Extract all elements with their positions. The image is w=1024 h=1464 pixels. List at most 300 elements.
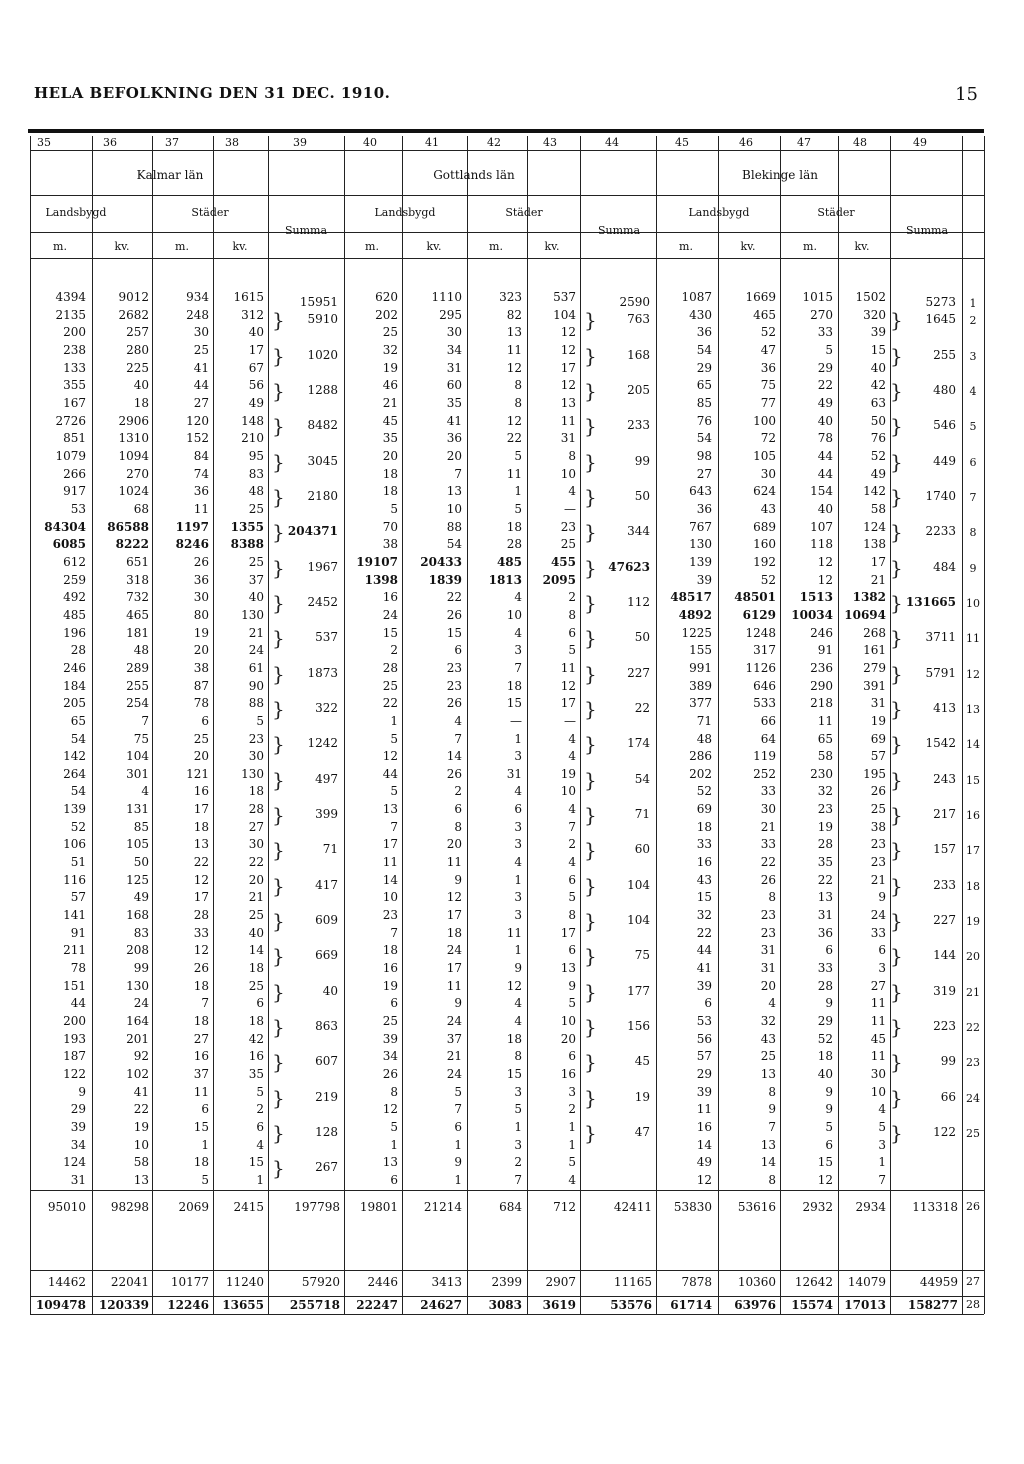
brace-glyph: } bbox=[272, 1014, 285, 1039]
table-cell: 130 bbox=[241, 607, 264, 622]
table-cell: 42 bbox=[870, 378, 886, 393]
summa-cell: 50 bbox=[634, 489, 650, 504]
table-cell: 24 bbox=[133, 996, 149, 1011]
table-cell: 29 bbox=[817, 1014, 833, 1029]
table-cell: 11 bbox=[506, 342, 522, 357]
table-cell: 21 bbox=[870, 872, 886, 887]
brace-glyph: } bbox=[584, 979, 597, 1004]
row-number: 21 bbox=[966, 985, 980, 999]
subheader-stader: Städer bbox=[191, 206, 229, 219]
column-rule bbox=[580, 136, 581, 1314]
page-header bbox=[34, 84, 978, 108]
table-cell: 119 bbox=[753, 749, 776, 764]
table-cell: 39 bbox=[870, 325, 886, 340]
column-number-43: 43 bbox=[543, 136, 557, 149]
table-cell: 19 bbox=[382, 978, 398, 993]
row-number: 2 bbox=[969, 314, 977, 328]
subheader-landsbygd: Landsbygd bbox=[45, 206, 107, 219]
summa-cell: 223 bbox=[933, 1018, 956, 1033]
summa-cell: 233 bbox=[933, 877, 956, 892]
table-cell: 83 bbox=[133, 925, 149, 940]
table-cell: 122 bbox=[63, 1067, 86, 1082]
table-cell: 19 bbox=[133, 1120, 149, 1135]
table-cell: 6 bbox=[454, 802, 462, 817]
table-cell: 8 bbox=[568, 448, 576, 463]
table-cell: 301 bbox=[126, 766, 149, 781]
table-cell: 3 bbox=[878, 961, 886, 976]
table-cell: 6 bbox=[825, 1137, 833, 1152]
table-cell: 355 bbox=[63, 378, 86, 393]
table-cell: 31 bbox=[760, 943, 776, 958]
table-cell: 12 bbox=[506, 360, 522, 375]
table-cell: 23 bbox=[760, 908, 776, 923]
table-cell: 31 bbox=[760, 961, 776, 976]
total-cell: 3413 bbox=[431, 1275, 462, 1289]
total-cell: 2932 bbox=[802, 1200, 833, 1214]
table-cell: 167 bbox=[63, 395, 86, 410]
table-cell: 15 bbox=[193, 1120, 209, 1135]
table-cell: 9 bbox=[768, 1102, 776, 1117]
table-cell: 5 bbox=[825, 342, 833, 357]
table-cell: 3 bbox=[514, 890, 522, 905]
table-cell: 6 bbox=[454, 1120, 462, 1135]
table-cell: 151 bbox=[63, 978, 86, 993]
table-cell: 29 bbox=[70, 1102, 86, 1117]
table-cell: 318 bbox=[126, 572, 149, 587]
table-cell: 54 bbox=[446, 537, 462, 552]
table-cell: 13 bbox=[193, 837, 209, 852]
row-number: 12 bbox=[966, 667, 980, 681]
table-cell: 8 bbox=[768, 1084, 776, 1099]
table-cell: 27 bbox=[870, 978, 886, 993]
table-cell: 20 bbox=[193, 643, 209, 658]
table-cell: 620 bbox=[375, 290, 398, 304]
row-number: 13 bbox=[966, 703, 980, 716]
summa-cell: 607 bbox=[315, 1054, 338, 1069]
table-cell: 105 bbox=[126, 837, 149, 852]
row-number: 10 bbox=[966, 597, 980, 611]
row-number: 20 bbox=[966, 950, 980, 964]
total-cell: 197798 bbox=[294, 1200, 340, 1214]
table-cell: 78 bbox=[817, 431, 833, 446]
table-cell: 85 bbox=[133, 819, 149, 834]
total-cell: 158277 bbox=[907, 1298, 958, 1312]
table-cell: 15 bbox=[870, 342, 886, 357]
table-cell: 15 bbox=[506, 696, 522, 711]
table-cell: 25 bbox=[193, 342, 209, 357]
table-cell: 202 bbox=[375, 307, 398, 322]
table-cell: 45 bbox=[382, 413, 398, 428]
table-cell: 44 bbox=[193, 378, 209, 393]
table-cell: — bbox=[510, 713, 522, 728]
table-cell: 25 bbox=[870, 802, 886, 817]
brace-glyph: } bbox=[272, 697, 285, 721]
total-cell: 11240 bbox=[225, 1275, 264, 1289]
table-cell: 19 bbox=[817, 819, 833, 834]
table-cell: 8 bbox=[514, 1049, 522, 1064]
table-cell: 4 bbox=[514, 590, 522, 605]
table-cell: 47 bbox=[760, 342, 776, 357]
summa-cell: 174 bbox=[627, 736, 650, 751]
summa-cell: 131665 bbox=[905, 595, 956, 610]
table-cell: 19 bbox=[870, 713, 886, 728]
table-cell: 18 bbox=[382, 943, 398, 958]
table-cell: 43 bbox=[696, 872, 712, 887]
table-cell: 26 bbox=[760, 872, 776, 887]
table-cell: 7 bbox=[514, 1173, 522, 1187]
row-number: 19 bbox=[966, 914, 980, 928]
summa-cell: 15951 bbox=[299, 294, 338, 309]
table-cell: 1513 bbox=[799, 590, 833, 605]
table-cell: 116 bbox=[63, 872, 86, 887]
table-cell: 31 bbox=[817, 908, 833, 923]
table-cell: 323 bbox=[499, 290, 522, 304]
table-cell: 19 bbox=[193, 625, 209, 640]
brace-glyph: } bbox=[272, 449, 285, 474]
total-cell: 22041 bbox=[110, 1275, 149, 1289]
total-cell: 57920 bbox=[301, 1275, 340, 1289]
table-cell: 8222 bbox=[115, 537, 149, 552]
table-cell: 68 bbox=[133, 501, 149, 516]
summa-cell: 2452 bbox=[307, 595, 338, 610]
table-cell: 266 bbox=[63, 466, 86, 481]
table-cell: 24 bbox=[248, 643, 264, 658]
table-cell: 1 bbox=[514, 872, 522, 887]
summa-cell: 3045 bbox=[307, 453, 338, 468]
summa-cell: 1242 bbox=[307, 736, 338, 751]
table-cell: 56 bbox=[248, 378, 264, 393]
table-cell: 1 bbox=[514, 731, 522, 746]
column-number-39: 39 bbox=[293, 136, 307, 149]
table-cell: 11 bbox=[560, 660, 576, 675]
table-cell: 5 bbox=[568, 890, 576, 905]
summa-cell: 50 bbox=[634, 630, 650, 645]
brace-glyph: } bbox=[584, 555, 597, 580]
table-cell: 8 bbox=[514, 395, 522, 410]
table-cell: 49 bbox=[248, 395, 264, 410]
table-cell: 76 bbox=[696, 413, 712, 428]
table-cell: 28 bbox=[817, 837, 833, 852]
table-cell: 13 bbox=[817, 890, 833, 905]
brace-glyph: } bbox=[584, 838, 597, 863]
table-cell: 20 bbox=[760, 978, 776, 993]
table-cell: 17 bbox=[446, 961, 462, 976]
table-cell: 312 bbox=[241, 307, 264, 322]
table-cell: 5 bbox=[256, 1084, 264, 1099]
table-cell: 24 bbox=[870, 908, 886, 923]
table-cell: 430 bbox=[689, 307, 712, 322]
brace-glyph: } bbox=[272, 944, 285, 969]
table-cell: 104 bbox=[126, 749, 149, 764]
table-cell: 20 bbox=[446, 448, 462, 463]
table-cell: 4 bbox=[514, 996, 522, 1011]
table-cell: 30 bbox=[446, 325, 462, 340]
brace-glyph: } bbox=[584, 1120, 597, 1145]
table-cell: 270 bbox=[810, 307, 833, 322]
table-cell: 4892 bbox=[678, 607, 712, 622]
table-cell: 246 bbox=[810, 625, 833, 640]
summa-cell: 5910 bbox=[307, 312, 338, 327]
table-cell: 20433 bbox=[420, 554, 462, 569]
brace-glyph: } bbox=[272, 555, 285, 580]
table-cell: 8246 bbox=[175, 537, 209, 552]
table-cell: 13 bbox=[446, 484, 462, 499]
table-cell: 91 bbox=[70, 925, 86, 940]
table-cell: 851 bbox=[63, 431, 86, 446]
total-cell: 22247 bbox=[356, 1298, 398, 1312]
column-number-40: 40 bbox=[363, 136, 377, 149]
table-cell: 1248 bbox=[745, 625, 776, 640]
table-cell: 465 bbox=[126, 607, 149, 622]
table-cell: 6 bbox=[201, 1102, 209, 1117]
total-cell: 712 bbox=[553, 1200, 576, 1214]
table-cell: 25 bbox=[248, 501, 264, 516]
table-cell: 49 bbox=[133, 890, 149, 905]
table-cell: 2 bbox=[514, 1155, 522, 1170]
table-cell: 18 bbox=[193, 819, 209, 834]
table-cell: 141 bbox=[63, 908, 86, 923]
table-cell: 23 bbox=[382, 908, 398, 923]
table-cell: 84304 bbox=[44, 519, 86, 534]
table-cell: 63 bbox=[870, 395, 886, 410]
table-cell: 154 bbox=[810, 484, 833, 499]
table-cell: 35 bbox=[382, 431, 398, 446]
table-cell: 36 bbox=[696, 325, 712, 340]
table-cell: 5 bbox=[514, 448, 522, 463]
table-cell: 1094 bbox=[118, 448, 149, 463]
table-cell: 2 bbox=[568, 590, 576, 605]
total-cell: 14462 bbox=[47, 1275, 86, 1289]
table-cell: 24 bbox=[382, 607, 398, 622]
summa-cell: 112 bbox=[627, 595, 650, 610]
table-cell: 25 bbox=[382, 678, 398, 693]
table-cell: 9 bbox=[78, 1084, 86, 1099]
table-cell: 4 bbox=[514, 625, 522, 640]
table-cell: 18 bbox=[506, 1031, 522, 1046]
table-cell: 29 bbox=[696, 1067, 712, 1082]
table-cell: 28 bbox=[382, 660, 398, 675]
table-cell: 934 bbox=[186, 290, 209, 304]
table-cell: 1126 bbox=[745, 660, 776, 675]
table-cell: 51 bbox=[70, 855, 86, 870]
table-cell: 40 bbox=[133, 378, 149, 393]
summa-cell: 417 bbox=[315, 877, 338, 892]
table-cell: 22 bbox=[696, 925, 712, 940]
table-cell: 8 bbox=[768, 890, 776, 905]
table-cell: 28 bbox=[70, 643, 86, 658]
summa-cell: 104 bbox=[627, 912, 650, 927]
table-cell: 31 bbox=[446, 360, 462, 375]
table-cell: 98 bbox=[696, 448, 712, 463]
table-cell: 3 bbox=[514, 749, 522, 764]
table-cell: 2 bbox=[390, 643, 398, 658]
group-heading: Gottlands län bbox=[433, 168, 515, 182]
table-cell: 22 bbox=[506, 431, 522, 446]
summa-cell: 319 bbox=[933, 983, 956, 998]
table-cell: 1079 bbox=[55, 448, 86, 463]
table-cell: 1 bbox=[514, 943, 522, 958]
summa-cell: 255 bbox=[933, 347, 956, 362]
subheader-landsbygd: Landsbygd bbox=[374, 206, 436, 219]
summa-cell: 47 bbox=[634, 1124, 650, 1139]
brace-glyph: } bbox=[272, 732, 285, 757]
table-cell: 39 bbox=[382, 1031, 398, 1046]
table-cell: 4 bbox=[514, 784, 522, 799]
brace-glyph: } bbox=[890, 1085, 903, 1110]
table-cell: 44 bbox=[382, 766, 398, 781]
table-cell: 40 bbox=[817, 413, 833, 428]
table-cell: 225 bbox=[126, 360, 149, 375]
table-cell: 4 bbox=[878, 1102, 886, 1117]
table-cell: 9012 bbox=[118, 290, 149, 304]
brace-glyph: } bbox=[272, 414, 285, 439]
table-cell: 130 bbox=[689, 537, 712, 552]
row-number: 22 bbox=[966, 1020, 980, 1034]
table-cell: 22 bbox=[133, 1102, 149, 1117]
table-cell: 20 bbox=[560, 1031, 576, 1046]
table-cell: 8 bbox=[568, 908, 576, 923]
table-cell: 15 bbox=[446, 625, 462, 640]
table-cell: 25 bbox=[248, 978, 264, 993]
row-number: 14 bbox=[966, 738, 980, 752]
table-cell: 36 bbox=[446, 431, 462, 446]
table-cell: 12 bbox=[817, 554, 833, 569]
table-cell: 16 bbox=[382, 590, 398, 605]
table-cell: 50 bbox=[870, 413, 886, 428]
table-cell: 65 bbox=[817, 731, 833, 746]
row-number: 3 bbox=[969, 349, 977, 363]
total-cell: 3083 bbox=[488, 1298, 522, 1312]
table-cell: 5 bbox=[568, 996, 576, 1011]
table-cell: 10 bbox=[382, 890, 398, 905]
summa-cell: 546 bbox=[933, 418, 956, 433]
table-cell: 5 bbox=[514, 1102, 522, 1117]
brace-glyph: } bbox=[272, 1120, 285, 1145]
table-cell: 18 bbox=[382, 484, 398, 499]
table-cell: 201 bbox=[126, 1031, 149, 1046]
table-cell: 391 bbox=[863, 678, 886, 693]
table-cell: 5 bbox=[454, 1084, 462, 1099]
table-cell: 2 bbox=[256, 1102, 264, 1117]
table-cell: 270 bbox=[126, 466, 149, 481]
table-cell: 30 bbox=[760, 466, 776, 481]
table-cell: 72 bbox=[760, 431, 776, 446]
table-cell: 485 bbox=[496, 554, 522, 569]
table-cell: 4 bbox=[568, 1173, 576, 1187]
total-cell: 44959 bbox=[919, 1275, 958, 1289]
table-cell: 6 bbox=[878, 943, 886, 958]
brace-glyph: } bbox=[890, 944, 903, 969]
table-cell: 77 bbox=[760, 395, 776, 410]
summa-cell: 2180 bbox=[307, 489, 338, 504]
table-cell: 2 bbox=[568, 1102, 576, 1117]
brace-glyph: } bbox=[584, 661, 597, 686]
table-cell: 8 bbox=[568, 607, 576, 622]
table-cell: 28 bbox=[506, 537, 522, 552]
brace-glyph: } bbox=[584, 767, 597, 792]
table-cell: 7 bbox=[454, 466, 462, 481]
table-cell: 18 bbox=[696, 819, 712, 834]
table-cell: 1 bbox=[514, 484, 522, 499]
subheader-m: m. bbox=[53, 240, 67, 253]
table-cell: 1015 bbox=[802, 290, 833, 304]
total-cell: 15574 bbox=[791, 1298, 833, 1312]
row-number: 5 bbox=[969, 420, 977, 434]
table-cell: 83 bbox=[248, 466, 264, 481]
table-cell: 50 bbox=[133, 855, 149, 870]
table-cell: 23 bbox=[870, 855, 886, 870]
table-cell: 18 bbox=[382, 466, 398, 481]
table-cell: 236 bbox=[810, 660, 833, 675]
table-cell: 533 bbox=[753, 696, 776, 711]
table-cell: 27 bbox=[193, 1031, 209, 1046]
table-cell: 1382 bbox=[852, 590, 886, 605]
table-cell: 142 bbox=[63, 749, 86, 764]
table-cell: 7 bbox=[768, 1120, 776, 1135]
table-cell: 16 bbox=[560, 1067, 576, 1082]
table-cell: 7 bbox=[201, 996, 209, 1011]
summa-cell: 75 bbox=[634, 948, 650, 963]
total-cell: 2415 bbox=[233, 1200, 264, 1214]
table-cell: — bbox=[564, 501, 576, 516]
brace-glyph: } bbox=[890, 485, 903, 510]
table-cell: 11 bbox=[193, 501, 209, 516]
table-cell: 11 bbox=[446, 978, 462, 993]
table-cell: 485 bbox=[63, 607, 86, 622]
table-cell: 9 bbox=[514, 961, 522, 976]
table-cell: 27 bbox=[248, 819, 264, 834]
table-cell: 22 bbox=[446, 590, 462, 605]
table-cell: 40 bbox=[870, 360, 886, 375]
table-cell: 90 bbox=[248, 678, 264, 693]
table-cell: 196 bbox=[63, 625, 86, 640]
table-cell: 160 bbox=[753, 537, 776, 552]
table-cell: 48 bbox=[133, 643, 149, 658]
table-cell: 1 bbox=[201, 1137, 209, 1152]
table-cell: 35 bbox=[817, 855, 833, 870]
total-cell: 11165 bbox=[613, 1275, 652, 1289]
table-cell: 11 bbox=[193, 1084, 209, 1099]
summa-cell: 243 bbox=[933, 771, 956, 786]
table-cell: 3 bbox=[514, 837, 522, 852]
summa-cell: 609 bbox=[315, 912, 338, 927]
table-cell: 33 bbox=[817, 325, 833, 340]
table-cell: 12 bbox=[560, 378, 576, 393]
table-cell: 10 bbox=[560, 466, 576, 481]
table-cell: 16 bbox=[193, 784, 209, 799]
row-number: 27 bbox=[966, 1275, 980, 1288]
table-cell: 8 bbox=[390, 1084, 398, 1099]
table-cell: 8388 bbox=[230, 537, 264, 552]
subheader-kv: kv. bbox=[232, 240, 248, 253]
total-cell: 12246 bbox=[167, 1298, 209, 1312]
table-cell: 29 bbox=[696, 360, 712, 375]
summa-cell: 322 bbox=[315, 701, 338, 715]
table-cell: 268 bbox=[863, 625, 886, 640]
row-number: 26 bbox=[966, 1200, 980, 1213]
summa-cell: 399 bbox=[315, 806, 338, 821]
table-cell: 161 bbox=[863, 643, 886, 658]
table-cell: 230 bbox=[810, 766, 833, 781]
table-cell: 11 bbox=[817, 713, 833, 728]
table-cell: 45 bbox=[870, 1031, 886, 1046]
table-cell: 88 bbox=[248, 696, 264, 711]
total-cell: 63976 bbox=[734, 1298, 776, 1312]
table-cell: 40 bbox=[248, 325, 264, 340]
table-cell: 22 bbox=[760, 855, 776, 870]
brace-glyph: } bbox=[272, 379, 285, 404]
summa-cell: 104 bbox=[627, 877, 650, 892]
